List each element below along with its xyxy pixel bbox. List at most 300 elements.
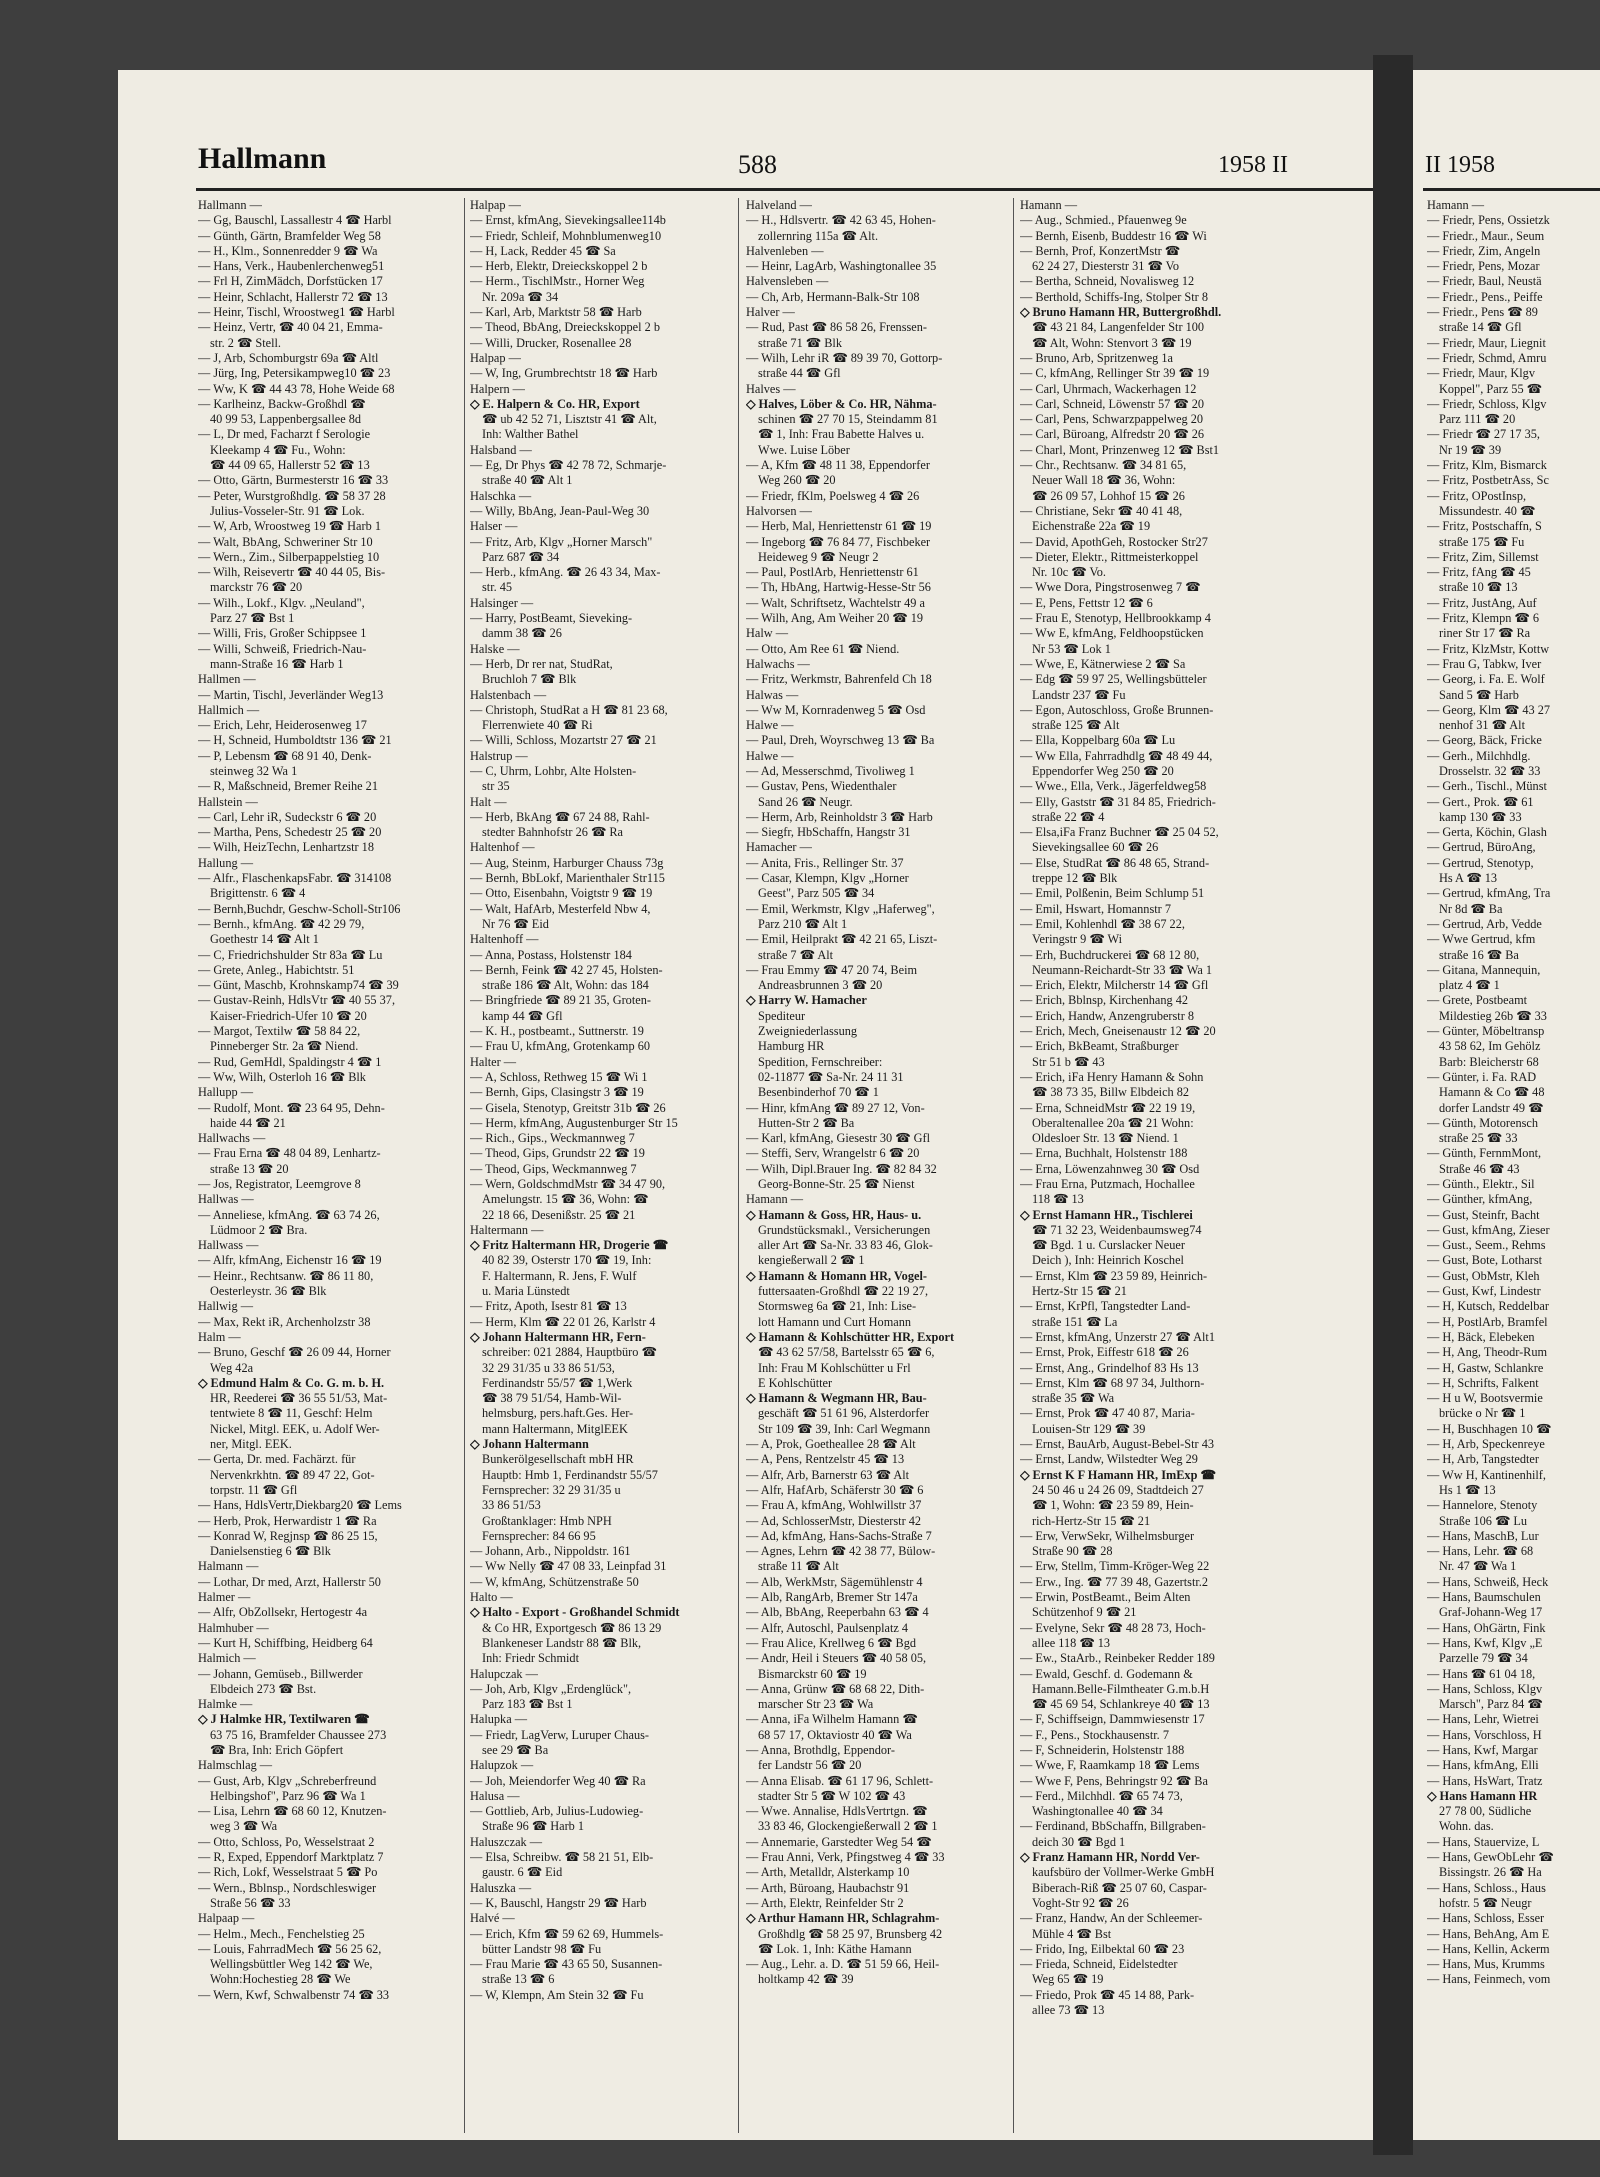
directory-entry: — Friedr, Zim, Angeln [1427,243,1541,258]
directory-entry: marckstr 76 ☎ 20 [210,580,303,595]
directory-entry: — Andr, Heil i Steuers ☎ 40 58 05, [746,1651,927,1666]
directory-entry: — David, ApothGeh, Rostocker Str27 [1020,534,1208,549]
directory-entry: Halwe — [746,718,794,733]
directory-entry: — Anneliese, kfmAng. ☎ 63 74 26, [198,1207,380,1222]
directory-entry: — Edg ☎ 59 97 25, Wellingsbütteler [1020,672,1207,687]
directory-entry: — Ew., StaArb., Reinbeker Redder 189 [1020,1651,1215,1666]
directory-entry: — A, Kfm ☎ 48 11 38, Eppendorfer [746,458,930,473]
directory-entry: ◇ Halto - Export - Großhandel Schmidt [470,1605,680,1620]
directory-entry: — Hans, HdlsVertr,Diekbarg20 ☎ Lems [198,1498,402,1513]
directory-entry: ◇ Johann Haltermann HR, Fern- [470,1329,646,1344]
directory-entry: — Erich, Lehr, Heiderosenweg 17 [198,718,367,733]
directory-entry: — H, Schneid, Humboldtstr 136 ☎ 21 [198,733,392,748]
directory-entry: — Erw, VerwSekr, Wilhelmsburger [1020,1528,1195,1543]
directory-entry: Koppel", Parz 55 ☎ [1439,381,1542,396]
directory-entry: — Christoph, StudRat a H ☎ 81 23 68, [470,702,668,717]
directory-entry: — H, Arb, Speckenreye [1427,1437,1545,1452]
directory-entry: — Bringfriede ☎ 89 21 35, Groten- [470,993,651,1008]
directory-entry: — Theod, Gips, Weckmannweg 7 [470,1161,637,1176]
directory-entry: Haluszczak — [470,1834,543,1849]
directory-entry: — Gust., Seem., Rehms [1427,1238,1546,1253]
directory-entry: — Alfr., FlaschenkapsFabr. ☎ 314108 [198,871,392,886]
directory-entry: Halupczak — [470,1666,538,1681]
directory-entry: HR, Reederei ☎ 36 55 51/53, Mat- [210,1391,388,1406]
directory-entry: Pinneberger Str. 2a ☎ Niend. [210,1039,359,1054]
directory-entry: Voght-Str 92 ☎ 26 [1032,1895,1129,1910]
directory-entry: — Arth, Metalldr, Alsterkamp 10 [746,1865,910,1880]
directory-entry: schreiber: 021 2884, Hauptbüro ☎ [482,1345,657,1360]
directory-entry: Hs A ☎ 13 [1439,871,1498,886]
directory-entry: straße 40 ☎ Alt 1 [482,473,573,488]
directory-entry: futtersaaten-Großhdl ☎ 22 19 27, [758,1284,929,1299]
directory-entry: — Arth, Büroang, Haubachstr 91 [746,1880,910,1895]
directory-entry: Halmhuber — [198,1620,269,1635]
directory-entry: — Fritz, fAng ☎ 45 [1427,565,1531,580]
directory-entry: — Wilh, Reisevertr ☎ 40 44 05, Bis- [198,565,386,580]
directory-entry: — H, Lack, Redder 45 ☎ Sa [470,243,616,258]
directory-entry: — R, Exped, Eppendorf Marktplatz 7 [198,1850,384,1865]
directory-entry: Halpap — [470,198,521,212]
directory-entry: — Friedr, Schloss, Klgv [1427,396,1547,411]
directory-entry: Hamann.Belle-Filmtheater G.m.b.H [1032,1681,1210,1696]
directory-entry: Veringstr 9 ☎ Wi [1032,932,1123,947]
directory-entry: deich 30 ☎ Bgd 1 [1032,1834,1126,1849]
directory-entry: — Else, StudRat ☎ 86 48 65, Strand- [1020,855,1210,870]
directory-entry: — Wwe Gertrud, kfm [1427,932,1536,947]
directory-entry: Großtanklager: Hmb NPH [482,1513,612,1528]
directory-entry: — Herb, Mal, Henriettenstr 61 ☎ 19 [746,519,932,534]
directory-entry: Halvenleben — [746,243,824,258]
directory-entry: — Carl, Büroang, Alfredstr 20 ☎ 26 [1020,427,1205,442]
directory-entry: ◇ Harry W. Hamacher [746,993,867,1008]
directory-entry: — Alfr, ObZollsekr, Hertogestr 4a [198,1605,368,1620]
directory-entry: — Hans, HsWart, Tratz [1427,1773,1543,1788]
directory-entry: — Wwe. Annalise, HdlsVertrtgn. ☎ [746,1804,928,1819]
directory-entry: Parz 111 ☎ 20 [1439,412,1516,427]
directory-entry: Oberaltenallee 20a ☎ 21 Wohn: [1032,1115,1194,1130]
directory-entry: Straße 90 ☎ 28 [1032,1544,1113,1559]
directory-entry: — Otto, Am Ree 61 ☎ Niend. [746,641,900,656]
directory-entry: Stormsweg 6a ☎ 21, Inh: Lise- [758,1299,917,1314]
directory-entry: — Erh, Buchdruckerei ☎ 68 12 80, [1020,947,1200,962]
directory-entry: — Ernst, Ang., Grindelhof 83 Hs 13 [1020,1360,1199,1375]
directory-entry: — Anna, Grünw ☎ 68 68 22, Dith- [746,1681,925,1696]
directory-entry: — K, Bauschl, Hangstr 29 ☎ Harb [470,1895,647,1910]
directory-entry: — Helm., Mech., Fenchelstieg 25 [198,1926,365,1941]
directory-entry: allee 118 ☎ 13 [1032,1635,1111,1650]
directory-entry: straße 35 ☎ Wa [1032,1391,1115,1406]
directory-entry: ◇ Arthur Hamann HR, Schlagrahm- [746,1911,940,1926]
directory-entry: nenhof 31 ☎ Alt [1439,718,1526,733]
directory-entry: — Frau Anni, Verk, Pfingstweg 4 ☎ 33 [746,1850,945,1865]
directory-entry: ☎ ub 42 52 71, Lisztstr 41 ☎ Alt, [482,412,657,427]
directory-entry: — Martin, Tischl, Jeverländer Weg13 [198,687,384,702]
directory-entry: — Johann, Gemüseb., Billwerder [198,1666,363,1681]
directory-entry: — Wilh, HeizTechn, Lenhartzstr 18 [198,840,374,855]
directory-entry: — Wwe Dora, Pingstrosenweg 7 ☎ [1020,580,1201,595]
directory-entry: — Georg, Bäck, Fricke [1427,733,1542,748]
directory-entry: — Willi, Drucker, Rosenallee 28 [470,335,632,350]
directory-entry: — F., Pens., Stockhausenstr. 7 [1020,1727,1169,1742]
directory-entry: — Hans, Kwf, Margar [1427,1742,1538,1757]
directory-entry: 27 78 00, Südliche [1439,1804,1532,1819]
directory-entry: — J, Arb, Schomburgstr 69a ☎ Altl [198,350,379,365]
directory-entry: — F, Schneiderin, Holstenstr 188 [1020,1742,1185,1757]
directory-entry: Halsband — [470,442,532,457]
directory-entry: straße 13 ☎ 6 [482,1972,555,1987]
directory-entry: Bismarckstr 60 ☎ 19 [758,1666,867,1681]
directory-entry: Danielsenstieg 6 ☎ Blk [210,1544,331,1559]
directory-entry: — Eg, Dr Phys ☎ 42 78 72, Schmarje- [470,458,667,473]
directory-entry: Landstr 237 ☎ Fu [1032,687,1126,702]
directory-entry: Geest", Parz 505 ☎ 34 [758,886,875,901]
directory-entry: Hallmann — [198,198,262,212]
directory-entry: 33 83 46, Glockengießerwall 2 ☎ 1 [758,1819,938,1834]
page-number: 588 [738,150,777,179]
directory-entry: Halmann — [198,1559,259,1574]
directory-entry: Halupzok — [470,1758,534,1773]
directory-entry: ◇ Franz Hamann HR, Nordd Ver- [1020,1850,1200,1865]
directory-entry: ◇ Hamann & Wegmann HR, Bau- [746,1391,927,1406]
directory-entry: ◇ Edmund Halm & Co. G. m. b. H. [198,1375,385,1390]
directory-entry: — Frau Marie ☎ 43 65 50, Susannen- [470,1957,663,1972]
directory-entry: — Ww Nelly ☎ 47 08 33, Leinpfad 31 [470,1559,667,1574]
directory-entry: Halm — [198,1329,241,1344]
directory-entry: torpstr. 11 ☎ Gfl [210,1482,298,1497]
directory-entry: Parz 687 ☎ 34 [482,549,560,564]
directory-entry: ☎ 44 09 65, Hallerstr 52 ☎ 13 [210,458,370,473]
directory-entry: Georg-Bonne-Str. 25 ☎ Nienst [758,1177,915,1191]
column-2 [470,198,732,2133]
directory-entry: — Friedr, Maur, Liegnit [1427,335,1546,350]
running-head-name: Hallmann [198,142,327,175]
directory-entry: Lüdmoor 2 ☎ Bra. [210,1222,308,1237]
directory-entry: — Emil, Werkmstr, Klgv „Haferweg", [746,901,935,916]
directory-entry: Eichenstraße 22a ☎ 19 [1032,519,1151,534]
directory-page-right [1413,70,1600,2140]
directory-entry: Neumann-Reichardt-Str 33 ☎ Wa 1 [1032,962,1213,977]
directory-entry: — Georg, i. Fa. E. Wolf [1427,672,1545,687]
directory-entry: — Paul, PostlArb, Henriettenstr 61 [746,565,919,580]
directory-entry: — Ww M, Kornradenweg 5 ☎ Osd [746,702,926,717]
directory-entry: 68 57 17, Oktaviostr 40 ☎ Wa [758,1727,912,1742]
directory-entry: — Heinr, Schlacht, Hallerstr 72 ☎ 13 [198,289,388,304]
directory-entry: — Jos, Registrator, Leemgrove 8 [198,1177,361,1191]
directory-entry: — Hans ☎ 61 04 18, [1427,1666,1536,1681]
directory-entry: Straße 96 ☎ Harb 1 [482,1819,585,1834]
directory-entry: Amelungstr. 15 ☎ 36, Wohn: ☎ [482,1192,649,1207]
directory-entry: — Hans, Verk., Haubenlerchenweg51 [198,259,385,274]
directory-entry: — Kurt H, Schiffbing, Heidberg 64 [198,1635,373,1650]
directory-entry: — Gerta, Dr. med. Fachärzt. für [198,1452,356,1467]
directory-entry: — Herb, Prok, Herwardistr 1 ☎ Ra [198,1513,377,1528]
directory-entry: Halpaap — [198,1911,255,1926]
directory-entry: — Frau Alice, Krellweg 6 ☎ Bgd [746,1635,917,1650]
directory-entry: — Karlheinz, Backw-Großhdl ☎ [198,396,366,411]
directory-entry: — Frau U, kfmAng, Grotenkamp 60 [470,1039,650,1054]
directory-entry: Halveland — [746,198,812,212]
directory-entry: — Wern, GoldschmdMstr ☎ 34 47 90, [470,1177,666,1191]
directory-entry: Bruchloh 7 ☎ Blk [482,672,577,687]
directory-entry: — Günter, i. Fa. RAD [1427,1069,1537,1084]
directory-entry: Hallwig — [198,1299,253,1314]
directory-entry: — Erw, Stellm, Timm-Kröger-Weg 22 [1020,1559,1210,1574]
directory-entry: Hamacher — [746,840,812,855]
directory-entry: — H, Schrifts, Falkent [1427,1375,1539,1390]
directory-entry: — Louis, FahrradMech ☎ 56 25 62, [198,1941,382,1956]
directory-entry: straße 11 ☎ Alt [758,1559,839,1574]
directory-entry: Biberach-Riß ☎ 25 07 60, Caspar- [1032,1880,1207,1895]
directory-entry: ☎ 43 62 57/58, Bartelsstr 65 ☎ 6, [758,1345,935,1360]
directory-entry: — Berthold, Schiffs-Ing, Stolper Str 8 [1020,289,1208,304]
directory-entry: — Agnes, Lehrn ☎ 42 38 77, Bülow- [746,1544,936,1559]
directory-entry: — Otto, Gärtn, Burmesterstr 16 ☎ 33 [198,473,389,488]
directory-entry: — C, Friedrichshulder Str 83a ☎ Lu [198,947,383,962]
directory-entry: — Ella, Koppelbarg 60a ☎ Lu [1020,733,1176,748]
directory-entry: — Hans, Schloss, Klgv [1427,1681,1543,1696]
directory-entry: — Bernh, Prof, KonzertMstr ☎ [1020,243,1181,258]
directory-entry: — Margot, Textilw ☎ 58 84 22, [198,1024,361,1039]
directory-entry: — Gisela, Stenotyp, Greitstr 31b ☎ 26 [470,1100,666,1115]
directory-entry: Halstrup — [470,748,528,763]
directory-entry: Halupka — [470,1712,528,1727]
directory-entry: — Hans, Schweiß, Heck [1427,1574,1549,1589]
directory-entry: — Konrad W, Regjnsp ☎ 86 25 15, [198,1528,378,1543]
directory-entry: ◇ Hans Hamann HR [1427,1788,1538,1803]
directory-entry: Nickel, Mitgl. EEK, u. Adolf Wer- [210,1421,380,1436]
directory-entry: bütter Landstr 98 ☎ Fu [482,1941,602,1956]
directory-entry: straße 10 ☎ 13 [1439,580,1518,595]
directory-entry: — A, Prok, Goetheallee 28 ☎ Alt [746,1437,916,1452]
directory-entry: Nr 53 ☎ Lok 1 [1032,641,1111,656]
directory-entry: mann-Straße 16 ☎ Harb 1 [210,656,344,671]
directory-entry: riner Str 17 ☎ Ra [1439,626,1531,641]
directory-entry: Eppendorfer Weg 250 ☎ 20 [1032,763,1174,778]
directory-entry: — Ernst, BauArb, August-Bebel-Str 43 [1020,1437,1214,1452]
directory-entry: ◇ Halves, Löber & Co. HR, Nähma- [746,396,937,411]
directory-entry: — Aug., Lehr. a. D. ☎ 51 59 66, Heil- [746,1957,940,1972]
directory-entry: Mildestieg 26b ☎ 33 [1439,1008,1547,1023]
directory-entry: — Frau Erna ☎ 48 04 89, Lenhartz- [198,1146,381,1161]
directory-entry: — Steffi, Serv, Wrangelstr 6 ☎ 20 [746,1146,920,1161]
directory-entry: — Hans, Kellin, Ackerm [1427,1941,1550,1956]
directory-entry: ☎ 71 32 23, Weidenbaumsweg74 [1032,1222,1202,1237]
directory-entry: — P, Lebensm ☎ 68 91 40, Denk- [198,748,372,763]
directory-entry: ner, Mitgl. EEK. [210,1437,292,1452]
directory-entry: — W, Arb, Wroostweg 19 ☎ Harb 1 [198,519,381,534]
directory-entry: Halpap — [470,350,521,365]
directory-entry: kaufsbüro der Vollmer-Werke GmbH [1032,1865,1215,1880]
directory-entry: ◇ Johann Haltermann [470,1437,589,1452]
directory-entry: — Chr., Rechtsanw. ☎ 34 81 65, [1020,458,1187,473]
directory-entry: — Erna, SchneidMstr ☎ 22 19 19, [1020,1100,1196,1115]
directory-entry: Zweigniederlassung [758,1024,858,1039]
directory-entry: — Fritz, KlzMstr, Kottw [1427,641,1550,656]
directory-entry: — Herb, BkAng ☎ 67 24 88, Rahl- [470,809,650,824]
directory-entry: — Wern, Kwf, Schwalbenstr 74 ☎ 33 [198,1987,390,2002]
directory-entry: — Bernh, BbLokf, Marienthaler Str115 [470,871,665,886]
directory-entry: — Frido, Ing, Eilbektal 60 ☎ 23 [1020,1941,1185,1956]
directory-entry: — Gertrud, BüroAng, [1427,840,1536,855]
directory-entry: Spedition, Fernschreiber: [758,1054,883,1069]
directory-entry: — Herm, Arb, Reinholdstr 3 ☎ Harb [746,809,933,824]
directory-entry: Inh: Frau M Kohlschütter u Frl [758,1360,911,1375]
directory-entry: fer Landstr 56 ☎ 20 [758,1758,862,1773]
directory-entry: — Elsa, Schreibw. ☎ 58 21 51, Elb- [470,1850,654,1865]
directory-entry: Parzelle 79 ☎ 34 [1439,1651,1528,1666]
directory-entry: — Alb, RangArb, Bremer Str 147a [746,1590,918,1605]
directory-entry: — Rich., Gips., Weckmannweg 7 [470,1131,635,1146]
directory-entry: — Ww H, Kantinenhilf, [1427,1467,1546,1482]
header-rule [1423,188,1600,191]
directory-entry: — Gust, Bote, Lotharst [1427,1253,1543,1268]
directory-entry: — Hans, Baumschulen [1427,1590,1541,1605]
directory-entry: — Christiane, Sekr ☎ 40 41 48, [1020,503,1183,518]
directory-entry: — Johann, Arb., Nippoldstr. 161 [470,1544,631,1559]
directory-entry: — Erich, Elektr, Milcherstr 14 ☎ Gfl [1020,978,1209,993]
directory-entry: — W, Klempn, Am Stein 32 ☎ Fu [470,1987,644,2002]
directory-entry: Sand 5 ☎ Harb [1439,687,1519,702]
directory-entry: — Ferd., Milchhdl. ☎ 65 74 73, [1020,1788,1183,1803]
directory-entry: — Frau A, kfmAng, Wohlwillstr 37 [746,1498,922,1513]
directory-entry: ☎ 1, Inh: Frau Babette Halves u. [758,427,925,442]
directory-entry: straße 71 ☎ Blk [758,335,842,350]
directory-entry: straße 22 ☎ 4 [1032,809,1105,824]
directory-entry: 24 50 46 u 24 26 09, Stadtdeich 27 [1032,1482,1204,1497]
directory-entry: ☎ 38 79 51/54, Hamb-Wil- [482,1391,622,1406]
directory-entry: — Gertrud, Stenotyp, [1427,855,1534,870]
directory-entry: — Wilh, Ang, Am Weiher 20 ☎ 19 [746,611,923,626]
right-page-year: II 1958 [1425,152,1495,178]
directory-entry: — Ad, Messerschmd, Tivoliweg 1 [746,763,915,778]
directory-entry: Nr. 47 ☎ Wa 1 [1439,1559,1517,1574]
directory-entry: — Günt, Maschb, Krohnskamp74 ☎ 39 [198,978,399,993]
directory-entry: Halwachs — [746,656,810,671]
directory-entry: — Ernst, Prok, Eiffestr 618 ☎ 26 [1020,1345,1189,1360]
directory-entry: Spediteur [758,1008,806,1023]
directory-entry: Nr 76 ☎ Eid [482,916,549,931]
directory-entry: Halusa — [470,1788,520,1803]
directory-entry: — Fritz, Postschaffn, S [1427,519,1542,534]
directory-entry: Flerrenwiete 40 ☎ Ri [482,718,593,733]
directory-entry: — Fritz, Arb, Klgv „Horner Marsch" [470,534,653,549]
directory-entry: Halschka — [470,488,532,503]
directory-entry: — Fritz, Klm, Bismarck [1427,458,1547,473]
directory-entry: Nr. 10c ☎ Vo. [1032,565,1106,580]
directory-entry: straße 14 ☎ Gfl [1439,320,1522,335]
directory-entry: — Erich, iFa Henry Hamann & Sohn [1020,1069,1204,1084]
directory-entry: — Günth, FernmMont, [1427,1146,1542,1161]
directory-entry: Barb: Bleicherstr 68 [1439,1054,1539,1069]
directory-entry: — Gust, ObMstr, Kleh [1427,1268,1540,1283]
directory-entry: Weg 260 ☎ 20 [758,473,836,488]
directory-entry: Drosselstr. 32 ☎ 33 [1439,763,1541,778]
directory-entry: Louisen-Str 129 ☎ 39 [1032,1421,1146,1436]
directory-entry: ☎ 45 69 54, Schlankreye 40 ☎ 13 [1032,1697,1210,1712]
directory-entry: — Frl H, ZimMädch, Dorfstücken 17 [198,274,383,289]
directory-entry: ☎ Alt, Wohn: Stenvort 3 ☎ 19 [1032,335,1192,350]
directory-entry: Hamann — [1427,198,1485,212]
directory-entry: Neuer Wall 18 ☎ 36, Wohn: [1032,473,1176,488]
directory-entry: E Kohlschütter [758,1375,833,1390]
directory-entry: — Gert., Prok. ☎ 61 [1427,794,1534,809]
directory-entry: Nr 19 ☎ 39 [1439,442,1502,457]
directory-entry: Halto — [470,1590,513,1605]
directory-entry: — Charl, Mont, Prinzenweg 12 ☎ Bst1 [1020,442,1220,457]
directory-page-left [118,70,1373,2140]
directory-entry: — Otto, Eisenbahn, Voigtstr 9 ☎ 19 [470,886,653,901]
directory-entry: — Hans, Vorschloss, H [1427,1727,1542,1742]
directory-entry: — Willi, Schweiß, Friedrich-Nau- [198,641,367,656]
directory-entry: allee 73 ☎ 13 [1032,2003,1105,2018]
directory-entry: — Wilh., Lokf., Klgv. „Neuland", [198,595,365,610]
directory-entry: — A, Schloss, Rethweg 15 ☎ Wi 1 [470,1069,648,1084]
directory-entry: — Ferdinand, BbSchaffn, Billgraben- [1020,1819,1206,1834]
directory-entry: — Friedr, Schmd, Amru [1427,350,1547,365]
column-divider [1013,198,1014,2133]
directory-entry: Hallmich — [198,702,260,717]
directory-entry: — Hans, Stauervize, L [1427,1834,1540,1849]
directory-entry: zollernring 115a ☎ Alt. [758,228,879,243]
directory-entry: Kaiser-Friedrich-Ufer 10 ☎ 20 [210,1008,367,1023]
directory-entry: — H, Arb, Tangstedter [1427,1452,1539,1467]
directory-entry: — Aug., Schmied., Pfauenweg 9e [1020,213,1187,228]
directory-entry: Bissingstr. 26 ☎ Ha [1439,1865,1542,1880]
directory-entry: — Karl, kfmAng, Giesestr 30 ☎ Gfl [746,1131,931,1146]
directory-entry: Parz 183 ☎ Bst 1 [482,1697,573,1712]
directory-entry: — Hans, Schloss, Esser [1427,1911,1545,1926]
directory-entry: Andreasbrunnen 3 ☎ 20 [758,978,883,993]
directory-entry: — Hans, MaschB, Lur [1427,1528,1539,1543]
column-divider [738,198,739,2133]
directory-entry: — Rud, Past ☎ 86 58 26, Frenssen- [746,320,927,335]
directory-entry: — Wern., Bblnsp., Nordschleswiger [198,1880,377,1895]
directory-entry: 62 24 27, Diesterstr 31 ☎ Vo [1032,259,1180,274]
directory-entry: — Peter, Wurstgroßhdlg. ☎ 58 37 28 [198,488,386,503]
directory-entry: Straße 56 ☎ 33 [210,1895,291,1910]
column-4 [1020,198,1282,2133]
directory-entry: — Hans, Feinmech, vom [1427,1972,1551,1987]
directory-entry: — Wwe, F, Raamkamp 18 ☎ Lems [1020,1758,1200,1773]
directory-entry: ☎ Lok. 1, Inh: Käthe Hamann [758,1941,912,1956]
directory-entry: — Elly, Gaststr ☎ 31 84 85, Friedrich- [1020,794,1216,809]
directory-entry: Hallwachs — [198,1131,266,1146]
directory-entry: Halser — [470,519,518,534]
directory-entry: — Gottlieb, Arb, Julius-Ludowieg- [470,1804,644,1819]
header-rule [196,188,1373,191]
directory-entry: — Bernh, Eisenb, Buddestr 16 ☎ Wi [1020,228,1207,243]
directory-entry: see 29 ☎ Ba [482,1742,549,1757]
directory-entry: Haltenhof — [470,840,535,855]
directory-entry: Haltenhoff — [470,932,539,947]
directory-entry: Elbdeich 273 ☎ Bst. [210,1681,317,1696]
directory-entry: — Aug, Steinm, Harburger Chauss 73g [470,855,664,870]
directory-entry: — Ad, SchlosserMstr, Diesterstr 42 [746,1513,922,1528]
directory-entry: — Karl, Arb, Marktstr 58 ☎ Harb [470,305,642,320]
directory-entry: — Günth, Gärtn, Bramfelder Weg 58 [198,228,381,243]
directory-entry: ☎ 43 21 84, Langenfelder Str 100 [1032,320,1205,335]
right-page-column [1427,198,1600,2133]
directory-entry: — Gg, Bauschl, Lassallestr 4 ☎ Harbl [198,213,392,228]
directory-entry: — Arth, Elektr, Reinfelder Str 2 [746,1895,904,1910]
directory-entry: — Frieda, Schneid, Eidelstedter [1020,1957,1178,1972]
directory-entry: Graf-Johann-Weg 17 [1439,1605,1543,1620]
directory-entry: — Erna, Buchhalt, Holstenstr 188 [1020,1146,1188,1161]
directory-entry: — Gust, Kwf, Lindestr [1427,1284,1541,1299]
directory-entry: — Rich, Lokf, Wesselstraat 5 ☎ Po [198,1865,378,1880]
directory-entry: Hamann — [746,1192,804,1207]
directory-entry: Marsch", Parz 84 ☎ [1439,1697,1543,1712]
